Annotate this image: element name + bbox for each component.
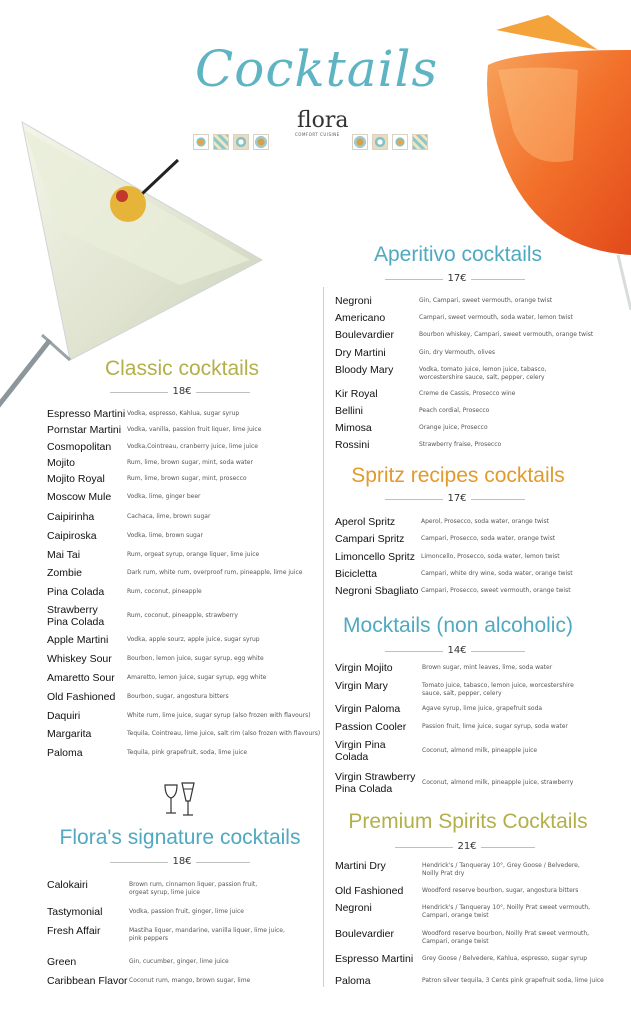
item-desc: Coconut, almond milk, pineapple juice, strawberry [422, 779, 574, 786]
item-desc: Vodka, lime, ginger beer [127, 493, 201, 500]
list-item [335, 928, 597, 946]
tile-pattern-icon [233, 134, 249, 150]
tile-pattern-icon [352, 134, 368, 150]
item-name: Amaretto Sour [47, 672, 115, 684]
item-desc: Vodka, vanilla, passion fruit liquer, lime juice [127, 426, 262, 433]
item-desc: Tequila, Cointreau, lime juice, salt rim (also frozen with flavours) [127, 730, 321, 737]
item-desc: Brown rum, cinnamon liquer, passion fruit, orgeat syrup, lime juice [129, 881, 258, 896]
item-desc: Campari, Prosecco, sweet vermouth, orange twist [421, 587, 571, 594]
item-desc: Gin, dry Vermouth, olives [419, 349, 496, 356]
item-name: Virgin Pina Colada [335, 739, 386, 763]
list-item [47, 408, 317, 420]
item-name: Mimosa [335, 422, 372, 434]
list-item [335, 771, 602, 795]
item-desc: Tequila, pink grapefruit, soda, lime juice [127, 749, 248, 756]
item-desc: Rum, coconut, pineapple [127, 588, 202, 595]
item-name: Limoncello Spritz [335, 551, 415, 563]
list-item [47, 747, 317, 759]
list-item [47, 511, 317, 523]
item-desc: Tomato juice, tabasco, lemon juice, worcestershire sauce, salt, pepper, celery [422, 682, 574, 697]
item-name: Negroni [335, 902, 372, 914]
cocktail-glasses-icon [162, 781, 198, 819]
list-item [335, 551, 606, 563]
list-item [47, 925, 289, 943]
list-item [335, 975, 607, 987]
item-desc: Vodka, tomato juice, lemon juice, tabasco, worcestershire sauce, salt, pepper, celery [419, 366, 547, 381]
item-desc: Agave syrup, lime juice, grapefruit soda [422, 705, 543, 712]
aperitivo-price [367, 273, 547, 284]
item-name: Bloody Mary [335, 364, 394, 376]
item-name: Virgin Mojito [335, 662, 393, 674]
item-name: Caipiroska [47, 530, 97, 542]
list-item [335, 721, 602, 733]
list-item [335, 439, 604, 451]
list-item [47, 530, 317, 542]
item-name: Martini Dry [335, 860, 386, 872]
item-name: Mai Tai [47, 549, 81, 561]
spritz-price-text: 17€ [443, 493, 470, 504]
item-desc: Vodka, passion fruit, ginger, lime juice [129, 908, 244, 915]
tile-pattern-icon [392, 134, 408, 150]
list-item [335, 680, 582, 698]
aperitivo-title: Aperitivo cocktails [373, 243, 543, 266]
item-desc: Limoncello, Prosecco, soda water, lemon twist [421, 553, 560, 560]
list-item [335, 885, 602, 897]
item-desc: Campari, Prosecco, soda water, orange twist [421, 535, 556, 542]
brand-logo [295, 108, 349, 137]
list-item [335, 585, 606, 597]
item-name: Campari Spritz [335, 533, 405, 545]
list-item [47, 956, 309, 968]
item-name: Virgin Paloma [335, 703, 401, 715]
item-name: Kir Royal [335, 388, 378, 400]
brand-name: flora [297, 108, 349, 133]
list-item [335, 703, 602, 715]
decorative-tiles-left [193, 134, 269, 150]
item-desc: Cachaca, lime, brown sugar [127, 513, 211, 520]
item-name: Old Fashioned [335, 885, 404, 897]
premium-title: Premium Spirits Cocktails [348, 810, 588, 833]
list-item [47, 634, 317, 646]
item-name: Strawberry Pina Colada [47, 604, 105, 628]
item-name: Paloma [335, 975, 371, 987]
list-item [335, 422, 604, 434]
list-item [47, 672, 317, 684]
list-item [47, 604, 317, 628]
list-item [47, 567, 322, 579]
item-desc: Gin, Campari, sweet vermouth, orange twist [419, 297, 553, 304]
item-name: Paloma [47, 747, 83, 759]
premium-price-text: 21€ [453, 841, 480, 852]
page-title: Cocktails [195, 40, 439, 98]
item-name: Old Fashioned [47, 691, 116, 703]
item-desc: Dark rum, white rum, overproof rum, pineapple, lime juice [127, 569, 303, 576]
list-item [47, 728, 322, 740]
item-name: Bellini [335, 405, 364, 417]
aperitivo-price-text: 17€ [443, 273, 470, 284]
item-name: Espresso Martini [47, 408, 126, 420]
item-desc: Bourbon, lemon juice, sugar syrup, egg white [127, 655, 264, 662]
list-item [335, 860, 592, 878]
spritz-price [367, 493, 547, 504]
list-item [47, 975, 309, 987]
tile-pattern-icon [213, 134, 229, 150]
item-name: Mojito Royal [47, 473, 105, 485]
item-name: Espresso Martini [335, 953, 414, 965]
item-desc: Woodford reserve bourbon, sugar, angostura bitters [422, 887, 579, 894]
list-item [47, 879, 269, 897]
item-desc: Orange juice, Prosecco [419, 424, 488, 431]
list-item [335, 329, 604, 341]
item-name: Virgin Mary [335, 680, 388, 692]
item-name: Caipirinha [47, 511, 95, 523]
list-item [335, 364, 564, 382]
brand-tagline: COMFORT CUISINE [295, 132, 340, 137]
item-desc: Vodka, espresso, Kahlua, sugar syrup [127, 410, 240, 417]
list-item [47, 691, 317, 703]
item-name: Pina Colada [47, 586, 105, 598]
item-name: Virgin Strawberry Pina Colada [335, 771, 416, 795]
item-desc: Campari, sweet vermouth, soda water, lemon twist [419, 314, 573, 321]
item-desc: Hendrick's / Tanqueray 10°, Grey Goose / Belvedere, Noilly Prat dry [422, 862, 580, 877]
item-name: Bicicletta [335, 568, 378, 580]
item-desc: Amaretto, lemon juice, sugar syrup, egg white [127, 674, 267, 681]
item-desc: Rum, lime, brown sugar, mint, prosecco [127, 475, 247, 482]
tile-pattern-icon [412, 134, 428, 150]
item-desc: Passion fruit, lime juice, sugar syrup, soda water [422, 723, 568, 730]
item-name: Negroni Sbagliato [335, 585, 419, 597]
list-item [335, 347, 604, 359]
signature-price-text: 18€ [168, 856, 195, 867]
item-name: Whiskey Sour [47, 653, 112, 665]
item-name: Negroni [335, 295, 372, 307]
list-item [47, 457, 317, 469]
list-item [335, 568, 606, 580]
mocktails-title: Mocktails (non alcoholic) [343, 614, 573, 637]
item-name: Apple Martini [47, 634, 109, 646]
spritz-title: Spritz recipes cocktails [351, 464, 565, 487]
list-item [335, 295, 604, 307]
item-name: Margarita [47, 728, 92, 740]
list-item [335, 953, 602, 965]
list-item [47, 491, 317, 503]
item-name: Fresh Affair [47, 925, 101, 937]
list-item [47, 653, 317, 665]
item-name: Daquiri [47, 710, 81, 722]
item-name: Passion Cooler [335, 721, 407, 733]
signature-title: Flora's signature cocktails [59, 826, 301, 849]
list-item [335, 388, 604, 400]
list-item [47, 424, 317, 436]
item-desc: Vodka,Cointreau, cranberry juice, lime juice [127, 443, 258, 450]
list-item [335, 739, 602, 763]
item-name: Calokairi [47, 879, 88, 891]
item-desc: Aperol, Prosecco, soda water, orange twist [421, 518, 550, 525]
item-name: Moscow Mule [47, 491, 112, 503]
item-name: Boulevardier [335, 928, 394, 940]
item-name: Aperol Spritz [335, 516, 396, 528]
tile-pattern-icon [253, 134, 269, 150]
classic-price [92, 386, 272, 397]
list-item [47, 441, 317, 453]
item-name: Pornstar Martini [47, 424, 122, 436]
item-name: Zombie [47, 567, 83, 579]
item-desc: Mastiha liquer, mandarine, vanilla liquer, lime juice, pink peppers [129, 927, 285, 942]
mocktails-price-text: 14€ [443, 645, 470, 656]
classic-price-text: 18€ [168, 386, 195, 397]
item-desc: Rum, orgeat syrup, orange liquer, lime juice [127, 551, 260, 558]
premium-price [377, 841, 557, 852]
list-item [47, 549, 317, 561]
item-name: Caribbean Flavor [47, 975, 128, 987]
list-item [47, 586, 317, 598]
decorative-tiles-right [352, 134, 428, 150]
mocktails-price [367, 645, 547, 656]
item-desc: Patron silver tequila, 3 Cents pink grapefruit soda, lime juice [422, 977, 604, 984]
item-desc: Creme de Cassis, Prosecco wine [419, 390, 516, 397]
classic-title: Classic cocktails [104, 357, 260, 380]
list-item [47, 710, 322, 722]
item-desc: Bourbon, sugar, angostura bitters [127, 693, 229, 700]
item-desc: Vodka, apple sourz, apple juice, sugar syrup [127, 636, 260, 643]
item-name: Mojito [47, 457, 76, 469]
list-item [335, 902, 597, 920]
item-desc: Strawberry fraise, Prosecco [419, 441, 502, 448]
item-desc: Coconut, almond milk, pineapple juice [422, 747, 538, 754]
item-name: Cosmopolitan [47, 441, 112, 453]
item-desc: Campari, white dry wine, soda water, orange twist [421, 570, 573, 577]
list-item [335, 405, 604, 417]
item-desc: Rum, lime, brown sugar, mint, soda water [127, 459, 253, 466]
list-item [335, 662, 602, 674]
list-item [335, 516, 606, 528]
item-desc: Rum, coconut, pineapple, strawberry [127, 612, 238, 619]
tile-pattern-icon [193, 134, 209, 150]
item-name: Rossini [335, 439, 370, 451]
list-item [335, 533, 606, 545]
item-desc: Bourbon whiskey, Campari, sweet vermouth, orange twist [419, 331, 594, 338]
item-desc: Gin, cucumber, ginger, lime juice [129, 958, 229, 965]
item-desc: Hendrick's / Tanqueray 10°, Noilly Prat sweet vermouth, Campari, orange twist [422, 904, 591, 919]
list-item [47, 473, 317, 485]
item-name: Tastymonial [47, 906, 103, 918]
item-desc: Coconut rum, mango, brown sugar, lime [129, 977, 251, 984]
item-desc: Brown sugar, mint leaves, lime, soda water [422, 664, 553, 671]
item-desc: White rum, lime juice, sugar syrup (also frozen with flavours) [127, 712, 311, 719]
item-desc: Grey Goose / Belvedere, Kahlua, espresso, sugar syrup [422, 955, 588, 962]
item-desc: Peach cordial, Prosecco [419, 407, 490, 414]
list-item [335, 312, 604, 324]
item-name: Green [47, 956, 77, 968]
item-name: Boulevardier [335, 329, 394, 341]
item-name: Americano [335, 312, 386, 324]
item-name: Dry Martini [335, 347, 386, 359]
tile-pattern-icon [372, 134, 388, 150]
item-desc: Vodka, lime, brown sugar [127, 532, 203, 539]
item-desc: Woodford reserve bourbon, Noilly Prat sweet vermouth, Campari, orange twist [422, 930, 590, 945]
list-item [47, 906, 309, 918]
signature-price [92, 856, 272, 867]
